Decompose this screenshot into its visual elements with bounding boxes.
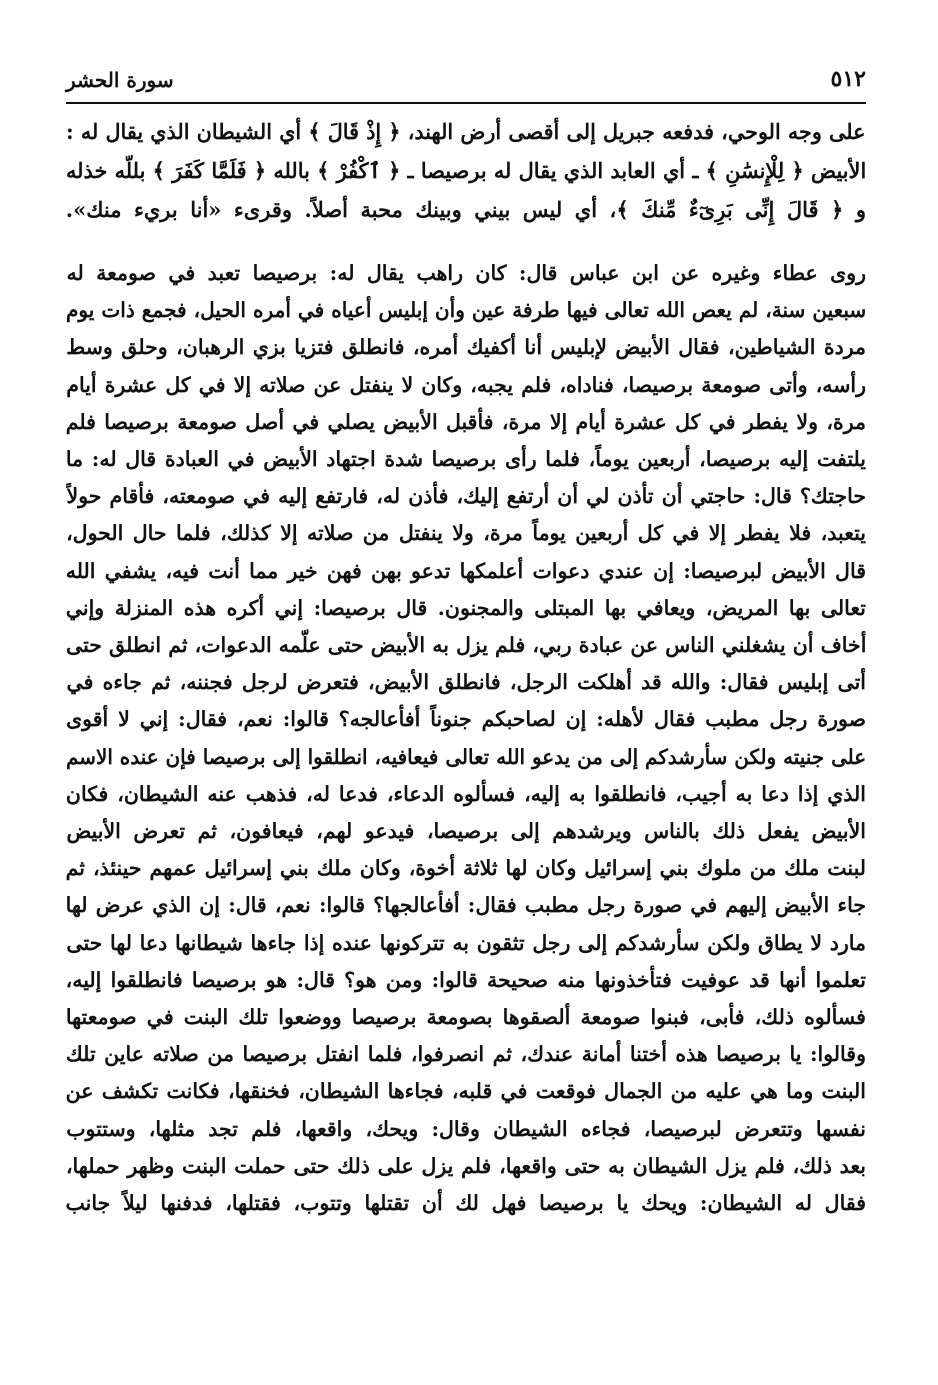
story-line: تعلموا أنها قد عوفيت فتأخذونها منه صحيحة قالوا: ومن هو؟ قال: هو برصيصا فانطلقوا إليه، bbox=[66, 967, 866, 992]
story-line: مرة، ولا يفطر في كل عشرة أيام إلا مرة، فأقبل الأبيض يصلي في أصل صومعة برصيصا فلم bbox=[66, 409, 866, 434]
story-paragraph bbox=[66, 255, 866, 1222]
story-line: الذي إذا دعا به أجيب، فانطلقوا به إليه، فسألوه الدعاء، فدعا له، فذهب عنه الشيطان، فكان bbox=[66, 781, 866, 806]
story-line: نفسها وتتعرض لبرصيصا، فجاءه الشيطان وقال: ويحك، واقعها، فلم تجد مثلها، وستتوب bbox=[66, 1116, 866, 1141]
story-line: فسألوه ذلك، فأبى، فبنوا صومعة ألصقوها بصومعة برصيصا ووضعوا تلك البنت في صومعتها bbox=[66, 1005, 866, 1030]
story-line: بعد ذلك، فلم يزل الشيطان به حتى واقعها، فلم يزل على ذلك حتى حملت البنت وظهر حملها، bbox=[66, 1153, 866, 1178]
book-page bbox=[66, 62, 866, 1362]
story-line: قال الأبيض لبرصيصا: إن عندي دعوات أعلمكها تدعو بهن فهن خير مما أنت فيه، يشفي الله bbox=[66, 558, 866, 583]
tafsir-line: و ﴿ قَالَ إِنِّى بَرِىٓءٌ مِّنكَ ﴾، أي ليس بيني وبينك محبة أصلاً. وقرىء «أنا بريء منك». bbox=[66, 197, 866, 222]
story-line: لبنت ملك من ملوك بني إسرائيل وكان لها ثلاثة أخوة، وكان ملك بني إسرائيل عمهم حينئذ، ثم bbox=[66, 856, 866, 881]
story-line: تعالى بها المريض، ويعافي بها المبتلى والمجنون. قال برصيصا: إني أكره هذه المنزلة وإني bbox=[66, 595, 866, 620]
tafsir-line: الأبيض ﴿ لِلْإِنسَٰنِ ﴾ ـ أي العابد الذي يقال له برصيصا ـ ﴿ ٱكْفُرْ ﴾ بالله ﴿ فَلَمَّا كَفَرَ ﴾ بللّه خذله bbox=[66, 158, 866, 183]
story-line: سبعين سنة، لم يعص الله تعالى فيها طرفة عين وأن إبليس أعياه في أمره الحيل، فجمع ذات يوم bbox=[66, 298, 866, 323]
story-line: حاجتك؟ قال: حاجتي أن تأذن لي أن أرتفع إليك، فأذن له، فارتفع إليه في صومعته، فأقام حولاً bbox=[66, 484, 866, 509]
story-line: مارد لا يطاق ولكن سأرشدكم إلى رجل تثقون به تتركونها عنده إذا جاءها شيطانها دعا لها حتى bbox=[66, 930, 866, 955]
page-header bbox=[66, 62, 866, 104]
tafsir-line: على وجه الوحي، فدفعه جبريل إلى أقصى أرض الهند، ﴿ إِذْ قَالَ ﴾ أي الشيطان الذي يقال له : bbox=[66, 119, 866, 144]
story-line: روى عطاء وغيره عن ابن عباس قال: كان راهب يقال له: برصيصا تعبد في صومعة له bbox=[66, 261, 866, 285]
story-line: يلتفت إليه برصيصا، أربعين يوماً، فلما رأى برصيصا شدة اجتهاد الأبيض في العبادة قال له: ما bbox=[66, 447, 866, 472]
surah-title: سورة الحشر bbox=[66, 68, 174, 92]
story-line: أخاف أن يشغلني الناس عن عبادة ربي، فلم يزل به الأبيض حتى علّمه الدعوات، ثم انطلق حتى bbox=[66, 633, 866, 658]
story-line: الأبيض يفعل ذلك بالناس ويرشدهم إلى برصيصا، فيدعو لهم، فيعافون، ثم تعرض الأبيض bbox=[66, 819, 866, 844]
story-line: أتى إبليس فقال: والله قد أهلكت الرجل، فانطلق الأبيض، فتعرض لرجل فجننه، ثم جاءه في bbox=[66, 670, 866, 695]
page-number: ٥١٢ bbox=[830, 66, 866, 92]
tafsir-paragraph bbox=[66, 112, 866, 229]
story-line: البنت وما هي عليه من الجمال فوقعت في قلبه، فجاءها الشيطان، فخنقها، فكانت تكشف عن bbox=[66, 1079, 866, 1104]
story-line: جاء الأبيض إليهم في صورة رجل مطبب فقال: أفأعالجها؟ قالوا: نعم، قال: إن الذي عرض لها bbox=[66, 893, 866, 918]
story-line: على جنيته ولكن سأرشدكم إلى من يدعو الله تعالى فيعافيه، انطلقوا إلى برصيصا فإن عنده الاسم bbox=[66, 744, 866, 769]
paragraph-spacer bbox=[66, 229, 866, 255]
story-line: يتعبد، فلا يفطر إلا في كل أربعين يوماً مرة، ولا ينفتل من صلاته إلا كذلك، فلما حال الحول، bbox=[66, 521, 866, 546]
story-line: مردة الشياطين، فقال الأبيض لإبليس أنا أكفيك أمره، فانطلق فتزيا بزي الرهبان، وحلق وسط bbox=[66, 335, 866, 360]
story-line: رأسه، وأتى صومعة برصيصا، فناداه، فلم يجبه، وكان لا ينفتل عن صلاته إلا في كل عشرة أيام bbox=[66, 372, 866, 397]
story-line: فقال له الشيطان: ويحك يا برصيصا فهل لك أن تقتلها وتتوب، فقتلها، فدفنها ليلاً جانب bbox=[66, 1191, 866, 1216]
story-line: صورة رجل مطبب فقال لأهله: إن لصاحبكم جنوناً أفأعالجه؟ قالوا: نعم، فقال: إني لا أقوى bbox=[66, 707, 866, 732]
story-line: وقالوا: يا برصيصا هذه أختنا أمانة عندك، ثم انصرفوا، فلما انفتل برصيصا من صلاته عاين تلك bbox=[66, 1042, 866, 1067]
